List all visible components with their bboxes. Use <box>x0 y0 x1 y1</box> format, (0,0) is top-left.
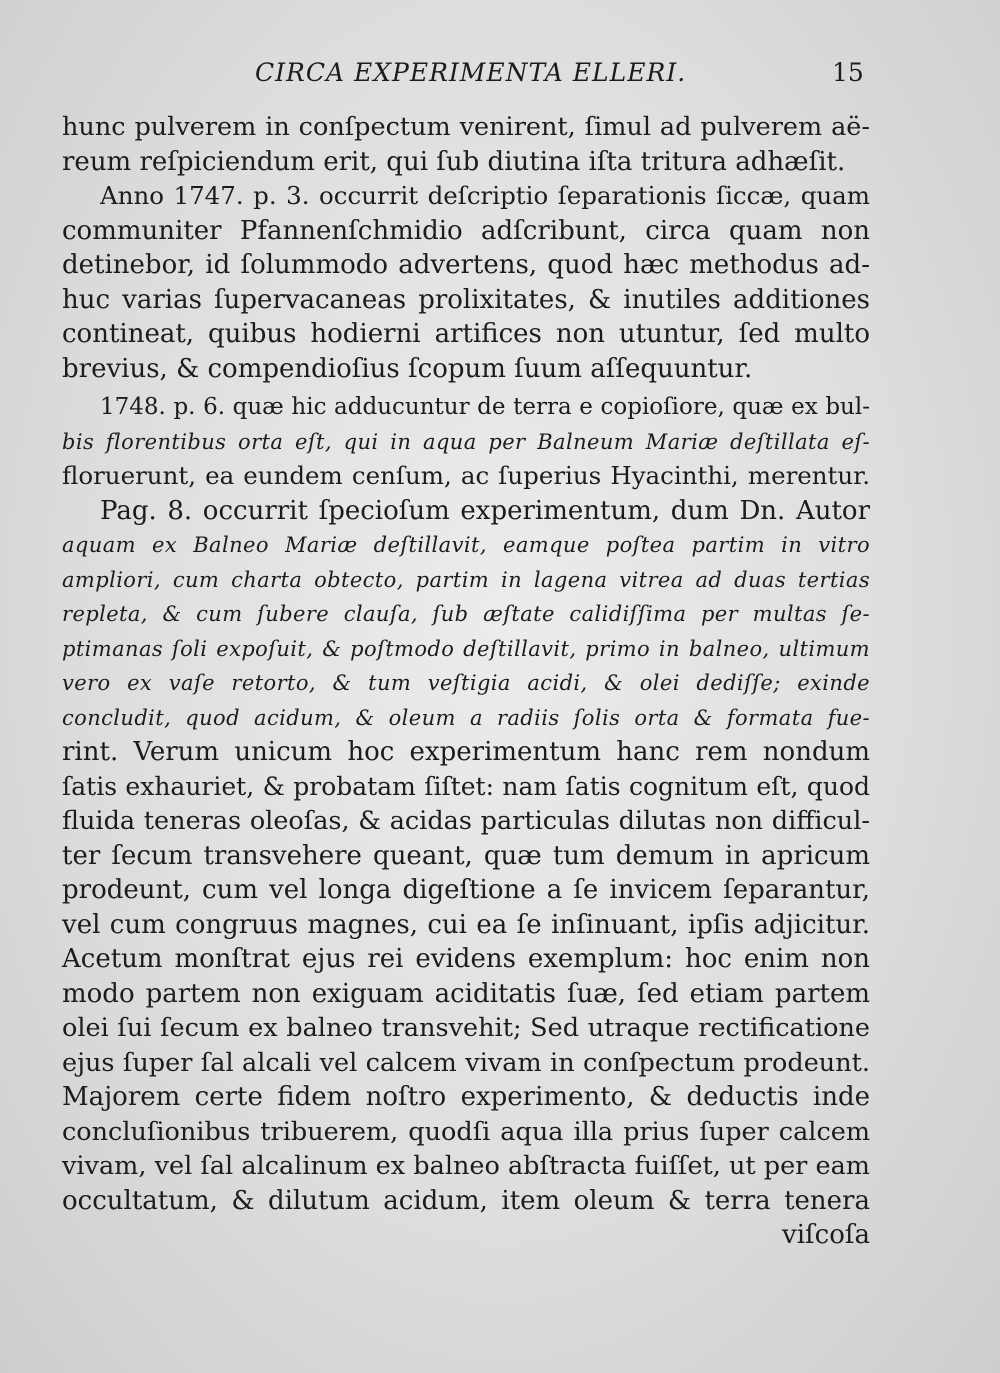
text-line: vel cum congruus magnes, cui ea ſe inſinuant, ipſis adjicitur. <box>62 909 870 940</box>
text-line: 1748. p. 6. quæ hic adducuntur de terra e copioſiore, quæ ex bul- <box>100 394 870 420</box>
text-line: fluida teneras oleoſas, & acidas particulas dilutas non difficul- <box>62 806 870 836</box>
running-title: CIRCA EXPERIMENTA ELLERI. <box>255 58 687 87</box>
text-line: floruerunt, ea eundem cenſum, ac ſuperius Hyacinthi, merentur. <box>62 461 870 490</box>
text-line: huc varias ſupervacaneas prolixitates, & inutiles additiones <box>62 284 870 315</box>
text-line: Majorem certe fidem noſtro experimento, & deductis inde <box>62 1082 870 1112</box>
text-line: olei ſui ſecum ex balneo transvehit; Sed utraque rectificatione <box>62 1013 870 1043</box>
text-line: ejus ſuper ſal alcali vel calcem vivam in conſpectum prodeunt. <box>62 1047 870 1078</box>
text-line: contineat, quibus hodierni artifices non utuntur, ſed multo <box>62 319 870 349</box>
text-line: Pag. 8. occurrit ſpecioſum experimentum, dum Dn. Autor <box>100 495 870 526</box>
italic-line: concludit, quod acidum, & oleum a radiis ſolis orta & formata fue- <box>62 705 870 730</box>
text-line: reum reſpiciendum erit, qui ſub diutina iſta tritura adhæſit. <box>62 146 846 177</box>
text-line: ter ſecum transvehere queant, quæ tum demum in apricum <box>62 840 870 871</box>
text-line: communiter Pfannenſchmidio adſcribunt, circa quam non <box>62 215 870 246</box>
text-line: brevius, & compendioſius ſcopum ſuum aſſequuntur. <box>62 353 753 384</box>
text-line: modo partem non exiguam aciditatis ſuæ, ſed etiam partem <box>62 978 870 1009</box>
page-number: 15 <box>832 58 864 87</box>
italic-line: bis florentibus orta eſt, qui in aqua per Balneum Mariæ deſtillata eſ- <box>62 429 870 454</box>
text-line: prodeunt, cum vel longa digeſtione a ſe invicem ſeparantur, <box>62 875 870 905</box>
text-line: vivam, vel ſal alcalinum ex balneo abſtracta fuiſſet, ut per eam <box>62 1151 870 1181</box>
text-line: ſatis exhauriet, & probatam ſiſtet: nam ſatis cognitum eſt, quod <box>62 771 870 801</box>
text-line: detinebor, id ſolummodo advertens, quod hæc methodus ad- <box>62 250 870 280</box>
running-head <box>0 58 1000 98</box>
text-line: rint. Verum unicum hoc experimentum hanc rem nondum <box>62 737 870 767</box>
catchword: viſcoſa <box>782 1220 870 1250</box>
text-line: occultatum, & dilutum acidum, item oleum & terra tenera <box>62 1185 870 1216</box>
text-line: concluſionibus tribuerem, quodſi aqua illa prius ſuper calcem <box>62 1116 870 1147</box>
body-text <box>62 110 870 1253</box>
text-line: Anno 1747. p. 3. occurrit deſcriptio ſeparationis ſiccæ, quam <box>100 181 870 210</box>
text-line: hunc pulverem in conſpectum venirent, ſimul ad pulverem aë- <box>62 112 870 142</box>
italic-line: vero ex vaſe retorto, & tum veſtigia acidi, & olei dediſſe; exinde <box>62 671 870 695</box>
italic-line: repleta, & cum ſubere clauſa, ſub æſtate calidiſſima per multas ſe- <box>62 602 870 626</box>
italic-line: ptimanas ſoli expoſuit, & poſtmodo deſtillavit, primo in balneo, ultimum <box>62 636 870 661</box>
text-line: Acetum monſtrat ejus rei evidens exemplum: hoc enim non <box>62 944 870 974</box>
italic-line: aquam ex Balneo Mariæ deſtillavit, eamque poſtea partim in vitro <box>62 533 870 557</box>
italic-line: ampliori, cum charta obtecto, partim in lagena vitrea ad duas tertias <box>62 567 870 592</box>
